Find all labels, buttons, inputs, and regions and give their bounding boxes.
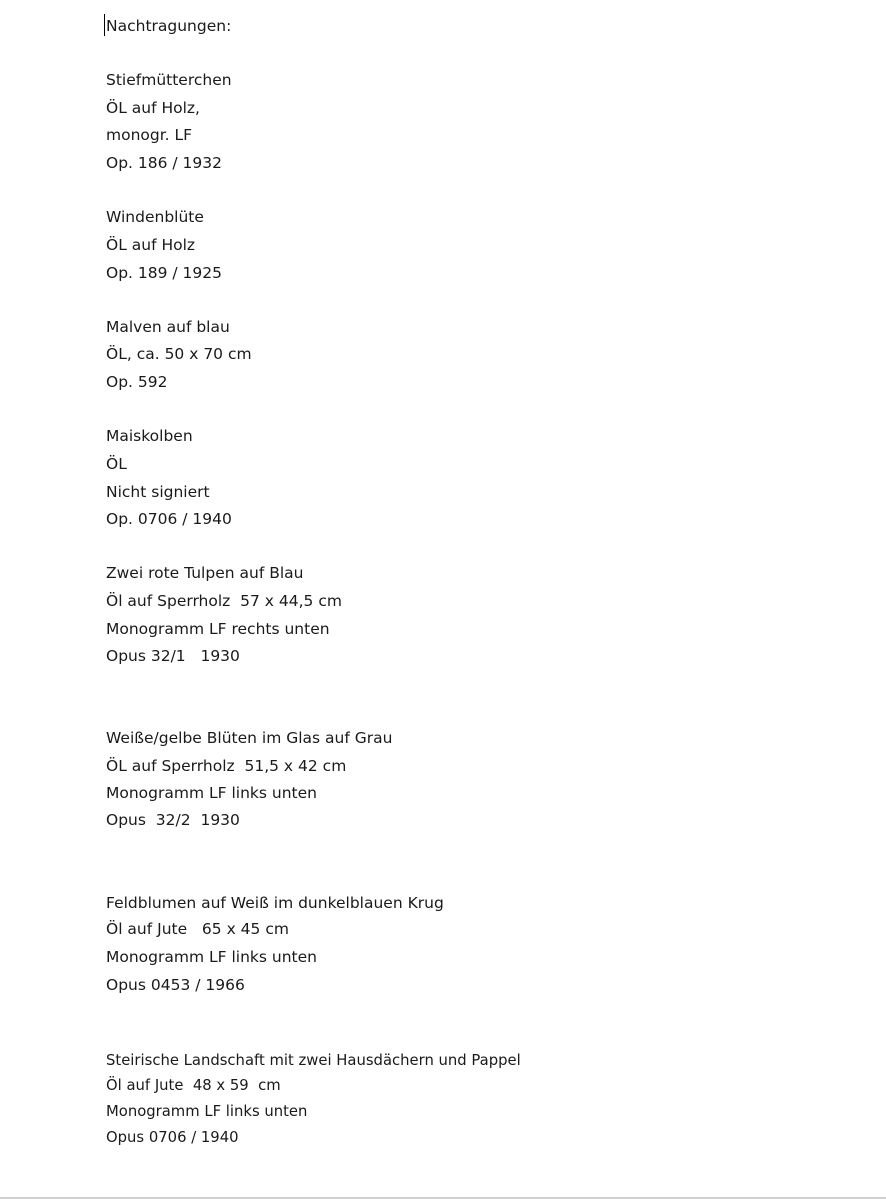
entry-line: Monogramm LF links unten [106, 1103, 308, 1120]
entry-line: ÖL auf Holz, [106, 99, 200, 117]
entry-title: Weiße/gelbe Blüten im Glas auf Grau [106, 729, 393, 747]
entry-line: Opus 0453 / 1966 [106, 976, 245, 994]
text-cursor [104, 14, 105, 36]
entry-line: Öl auf Jute 48 x 59 cm [106, 1077, 281, 1094]
entry-line: ÖL [106, 455, 127, 473]
entry-line: Monogramm LF links unten [106, 784, 317, 802]
entry-line: Monogramm LF links unten [106, 948, 317, 966]
entry-title: Zwei rote Tulpen auf Blau [106, 564, 304, 582]
entry-line: Opus 32/1 1930 [106, 647, 240, 665]
entry-line: Opus 32/2 1930 [106, 811, 240, 829]
entry-title: Windenblüte [106, 208, 204, 226]
entry-line: Op. 0706 / 1940 [106, 510, 232, 528]
entry-line: ÖL, ca. 50 x 70 cm [106, 345, 252, 363]
entry-line: Monogramm LF rechts unten [106, 620, 330, 638]
entry-line: Opus 0706 / 1940 [106, 1129, 239, 1146]
entry-title: Steirische Landschaft mit zwei Hausdächern und Pappel [106, 1052, 521, 1069]
entry-line: monogr. LF [106, 126, 193, 144]
page-bottom-border [0, 1197, 886, 1199]
entry-title: Feldblumen auf Weiß im dunkelblauen Krug [106, 894, 444, 912]
entry-line: ÖL auf Holz [106, 236, 196, 254]
entry-title: Stiefmütterchen [106, 71, 232, 89]
entry-line: ÖL auf Sperrholz 51,5 x 42 cm [106, 757, 347, 775]
entry-title: Malven auf blau [106, 318, 230, 336]
entry-line: Nicht signiert [106, 483, 210, 501]
entry-line: Op. 592 [106, 373, 168, 391]
entry-line: Op. 189 / 1925 [106, 264, 223, 282]
entry-line: Öl auf Sperrholz 57 x 44,5 cm [106, 592, 342, 610]
document-heading: Nachtragungen: [106, 17, 232, 35]
entry-title: Maiskolben [106, 427, 193, 445]
entry-line: Op. 186 / 1932 [106, 154, 223, 172]
entry-line: Öl auf Jute 65 x 45 cm [106, 920, 289, 938]
